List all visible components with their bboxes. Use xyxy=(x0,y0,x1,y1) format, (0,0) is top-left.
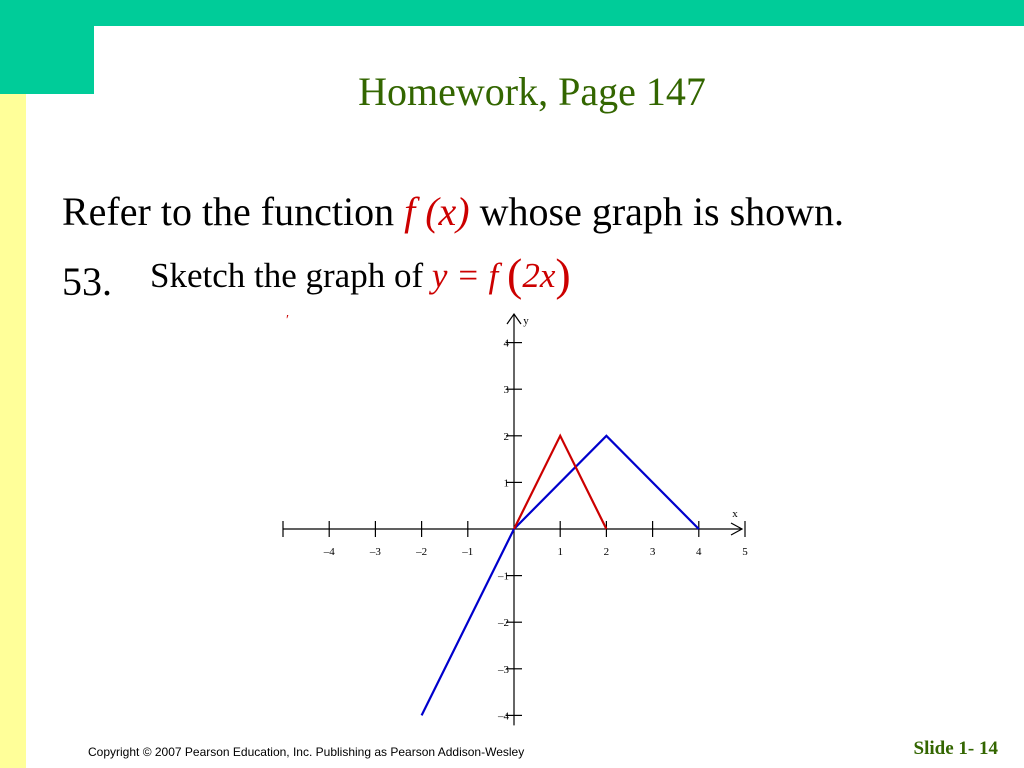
series-0-line xyxy=(422,436,699,716)
task-lhs: y = f xyxy=(431,256,508,295)
task-text: Sketch the graph of xyxy=(150,256,424,295)
task-close-paren: ) xyxy=(555,249,571,300)
copyright-footer: Copyright © 2007 Pearson Education, Inc. Publishing as Pearson Addison-Wesley xyxy=(88,745,525,759)
y-tick-label-1: 1 xyxy=(503,477,509,490)
y-tick-label--3: –3 xyxy=(498,663,509,676)
intro-rest: whose graph is shown. xyxy=(479,189,845,234)
intro-line xyxy=(62,188,844,235)
x-tick-label-5: 5 xyxy=(742,546,748,558)
task-line xyxy=(150,248,571,301)
x-tick-label--1: –1 xyxy=(462,546,474,558)
x-tick-label-2: 2 xyxy=(603,546,610,558)
top-accent-bar xyxy=(0,0,1024,26)
x-tick-label--4: –4 xyxy=(323,546,335,558)
x-tick-label--3: –3 xyxy=(369,546,381,558)
task-arg: 2x xyxy=(522,256,556,295)
intro-text: Refer to the function xyxy=(62,189,395,234)
intro-function: f (x) xyxy=(404,189,470,234)
stray-mark: ′ xyxy=(286,313,290,328)
y-tick-label--4: –4 xyxy=(498,710,509,723)
y-tick-label-4: 4 xyxy=(503,337,509,350)
y-tick-label-2: 2 xyxy=(503,430,509,443)
problem-number: 53. xyxy=(62,259,112,304)
y-tick-label-3: 3 xyxy=(503,384,509,397)
y-tick-label--2: –2 xyxy=(498,617,509,630)
x-tick-label-3: 3 xyxy=(649,546,656,558)
task-open-paren: ( xyxy=(507,249,523,300)
slide-number: Slide 1- 14 xyxy=(913,738,998,759)
x-tick-label-4: 4 xyxy=(696,546,702,558)
task-formula xyxy=(431,249,571,300)
x-tick-label-1: 1 xyxy=(557,546,563,558)
y-axis-label: y xyxy=(523,315,529,327)
y-tick-label--1: –1 xyxy=(498,570,509,583)
x-tick-label--2: –2 xyxy=(416,546,428,558)
function-graph xyxy=(270,310,760,730)
x-axis-label: x xyxy=(732,508,738,520)
left-accent-bar xyxy=(0,94,26,768)
slide-title: Homework, Page 147 xyxy=(358,69,706,114)
